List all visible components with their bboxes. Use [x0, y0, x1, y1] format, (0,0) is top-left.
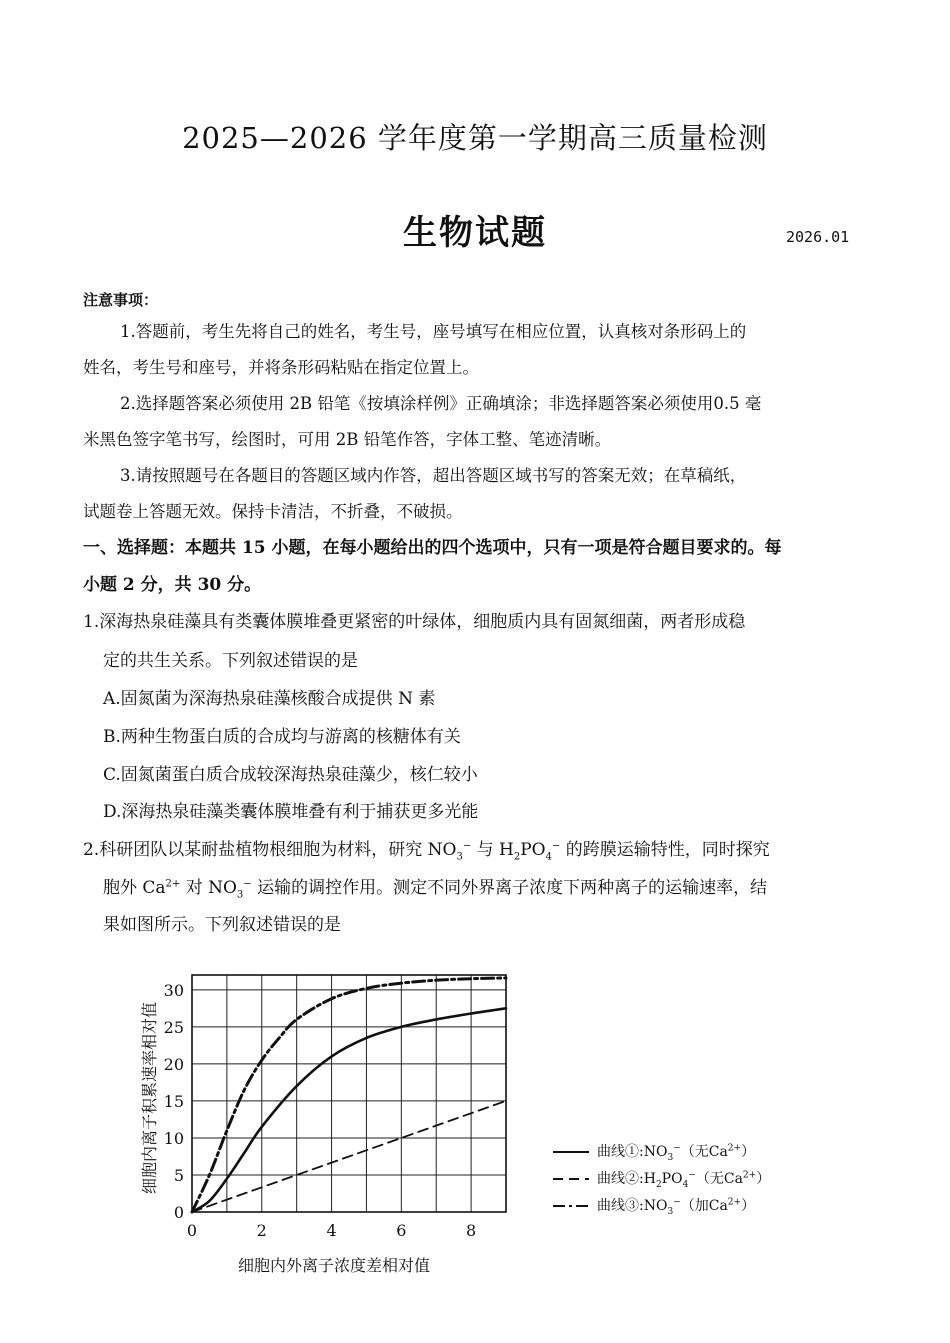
superscript: −	[551, 840, 561, 852]
legend-close: ）	[741, 1198, 756, 1214]
q2-text: 的跨膜运输特性，同时探究	[565, 840, 770, 860]
y-tick-label: 30	[163, 980, 184, 1000]
legend-ion: NO	[643, 1198, 668, 1214]
notice-item-2-line1: 2.选择题答案必须使用 2B 铅笔《按填涂样例》正确填涂；非选择题答案必须使用0.5 毫	[120, 394, 762, 413]
subscript: 4	[545, 851, 552, 863]
legend-close: ）	[756, 1171, 771, 1187]
q1-stem-line1: 1.深海热泉硅藻具有类囊体膜堆叠更紧密的叶绿体，细胞质内具有固氮细菌，两者形成稳	[83, 612, 746, 632]
exam-title: 2025—2026 学年度第一学期高三质量检测	[182, 121, 768, 155]
section-heading-line1: 一、选择题：本题共 15 小题，在每小题给出的四个选项中，只有一项是符合题目要求的。每	[83, 538, 782, 558]
q2-text: PO	[520, 840, 546, 860]
grid-layer	[192, 975, 506, 1212]
series-line-3	[192, 978, 506, 1212]
legend-swatch-dashed	[553, 1174, 589, 1184]
y-tick-label: 5	[173, 1165, 184, 1185]
q2-text: 胞外 Ca	[103, 878, 166, 898]
legend-swatch-dashdot	[553, 1201, 589, 1211]
x-tick-label: 2	[256, 1221, 267, 1240]
x-tick-label: 4	[326, 1221, 337, 1240]
q1-stem-line2: 定的共生关系。下列叙述错误的是	[103, 651, 358, 671]
legend-item-1: 曲线$①:NO_3^-$（无$Ca^{2+}$）	[553, 1141, 755, 1163]
superscript: 2+	[165, 878, 181, 890]
legend-condition: （加Ca	[680, 1198, 728, 1214]
legend-label: 曲线③	[597, 1198, 639, 1214]
legend-condition: （无Ca	[695, 1171, 743, 1187]
superscript: 2+	[727, 1197, 742, 1208]
notice-item-1-line1: 1.答题前，考生先将自己的姓名，考生号，座号填写在相应位置，认真核对条形码上的	[120, 322, 747, 341]
x-tick-label: 0	[186, 1221, 198, 1240]
superscript: −	[462, 840, 472, 852]
subscript: 4	[682, 1179, 689, 1190]
legend-close: ）	[741, 1144, 756, 1160]
superscript: 2+	[742, 1170, 757, 1181]
q2-stem-line3: 果如图所示。下列叙述错误的是	[103, 915, 341, 935]
y-tick-label: 20	[163, 1054, 184, 1074]
q2-text: 对 NO	[185, 878, 237, 898]
legend-ion: NO	[643, 1144, 668, 1160]
x-axis-label: 细胞内外离子浓度差相对值	[237, 1256, 431, 1275]
subscript: 3	[236, 889, 244, 901]
y-tick-label: 0	[173, 1203, 184, 1222]
axis-layer	[164, 975, 506, 1240]
notice-heading: 注意事项：	[83, 291, 159, 309]
subscript: 2	[655, 1179, 662, 1190]
subject-title: 生物试题	[403, 213, 547, 253]
q1-option-c: C.固氮菌蛋白质合成较深海热泉硅藻少，核仁较小	[103, 765, 478, 785]
section-heading-line2: 小题 2 分，共 30 分。	[83, 575, 262, 595]
superscript: −	[688, 1170, 696, 1181]
q2-text: 运输的调控作用。测定不同外界离子浓度下两种离子的运输速率，结	[257, 878, 768, 898]
q1-option-d: D.深海热泉硅藻类囊体膜堆叠有利于捕获更多光能	[103, 802, 479, 822]
y-tick-label: 15	[163, 1091, 184, 1111]
x-tick-label: 6	[396, 1221, 407, 1240]
legend-swatch-solid	[553, 1147, 589, 1157]
plot-frame	[192, 975, 506, 1212]
superscript: −	[673, 1143, 681, 1154]
legend-ion: H	[643, 1171, 656, 1187]
legend-ion-mid: PO	[661, 1171, 683, 1187]
legend-label: 曲线②	[597, 1171, 639, 1187]
y-tick-label: 10	[163, 1128, 184, 1148]
legend-condition: （无Ca	[680, 1144, 728, 1160]
q2-text: 2.科研团队以某耐盐植物根细胞为材料，研究 NO	[83, 840, 457, 860]
transport-rate-chart	[120, 960, 540, 1290]
q2-stem-line2	[103, 873, 893, 900]
superscript: 2+	[727, 1143, 742, 1154]
superscript: −	[673, 1197, 681, 1208]
superscript: −	[243, 878, 252, 890]
series-line-1	[192, 1008, 506, 1212]
legend-item-3: 曲线$③:NO_3^-$（加$Ca^{2+}$）	[553, 1195, 755, 1217]
notice-item-3-line2: 试题卷上答题无效。保持卡清洁，不折叠，不破损。	[83, 502, 463, 521]
notice-item-1-line2: 姓名，考生号和座号，并将条形码粘贴在指定位置上。	[83, 358, 479, 377]
subscript: 3	[456, 851, 463, 863]
legend-label: 曲线①	[597, 1144, 639, 1160]
x-tick-label: 8	[466, 1221, 477, 1240]
q1-option-a: A.固氮菌为深海热泉硅藻核酸合成提供 N 素	[103, 689, 436, 709]
legend-item-2: 曲线$②:H_2PO_4^-$（无$Ca^{2+}$）	[553, 1168, 770, 1190]
exam-date: 2026.01	[786, 228, 850, 246]
notice-item-3-line1: 3.请按照题号在各题目的答题区域内作答，超出答题区域书写的答案无效；在草稿纸，	[120, 466, 747, 485]
series-line-2	[192, 1101, 506, 1212]
q2-text: 与 H	[476, 840, 514, 860]
subscript: 3	[667, 1152, 674, 1163]
y-tick-label: 25	[163, 1017, 184, 1037]
series-layer	[192, 978, 506, 1212]
q2-stem-line1	[83, 835, 873, 862]
subscript: 3	[667, 1206, 674, 1217]
q1-option-b: B.两种生物蛋白质的合成均与游离的核糖体有关	[103, 727, 461, 747]
subscript: 2	[513, 851, 521, 863]
notice-item-2-line2: 米黑色签字笔书写，绘图时，可用 2B 铅笔作答，字体工整、笔迹清晰。	[83, 430, 612, 449]
y-axis-label: 细胞内离子积累速率相对值	[140, 1001, 159, 1195]
